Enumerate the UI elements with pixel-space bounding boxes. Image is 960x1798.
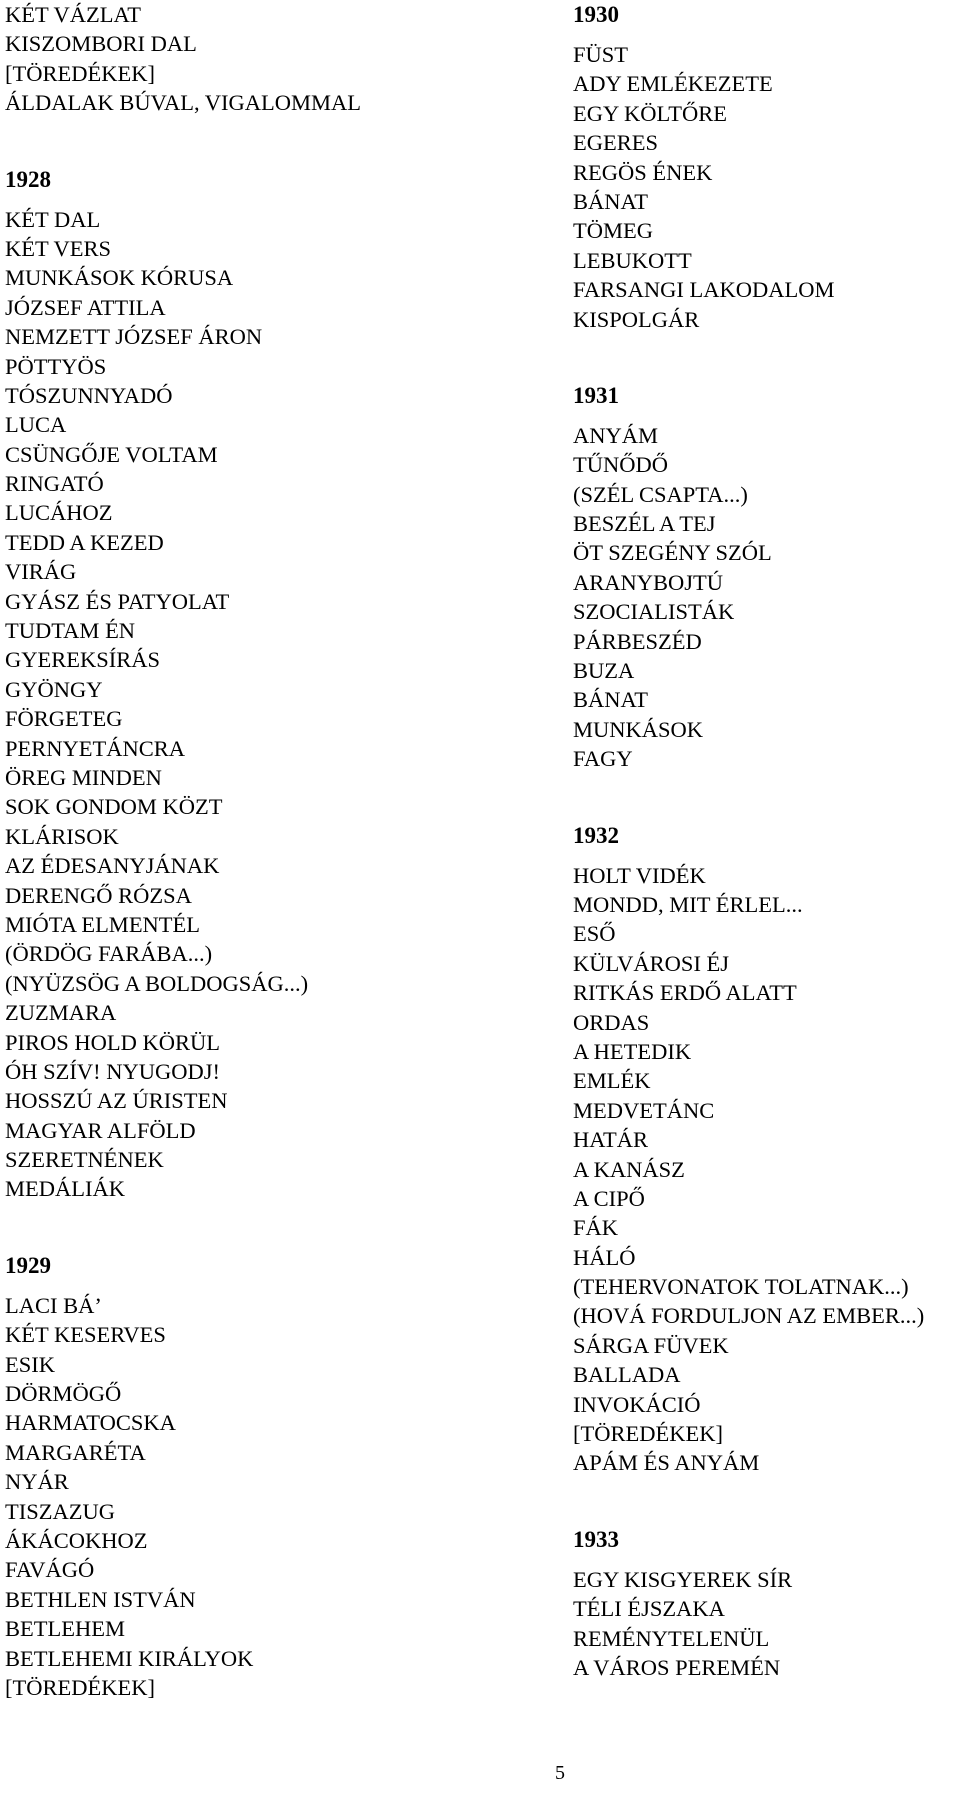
poem-title: GYEREKSÍRÁS: [5, 647, 161, 673]
poem-title: DERENGŐ RÓZSA: [5, 882, 192, 908]
poem-title: LUCA: [5, 412, 67, 438]
poem-title: FAGY: [573, 746, 633, 772]
poem-title: BÁNAT: [573, 188, 649, 214]
year-spacer: [5, 1281, 565, 1291]
poem-title: REGÖS ÉNEK: [573, 159, 713, 185]
poem-title: KISPOLGÁR: [573, 306, 700, 332]
poem-title: A HETEDIK: [573, 1038, 692, 1064]
poem-title: LEBUKOTT: [573, 247, 692, 273]
year-heading: 1930: [573, 2, 619, 27]
poem-title: ÁLDALAK BÚVAL, VIGALOMMAL: [5, 90, 362, 116]
poem-title: ARANYBOJTÚ: [573, 569, 724, 595]
poem-title: BÁNAT: [573, 687, 649, 713]
poem-title: REMÉNYTELENÜL: [573, 1625, 770, 1651]
poem-title: ADY EMLÉKEZETE: [573, 71, 773, 97]
poem-title: PIROS HOLD KÖRÜL: [5, 1029, 221, 1055]
poem-title: BUZA: [573, 658, 635, 684]
poem-title: SZERETNÉNEK: [5, 1147, 164, 1173]
year-heading: 1931: [573, 382, 619, 408]
section-gap: [573, 1478, 960, 1525]
poem-title: MARGARÉTA: [5, 1439, 146, 1465]
year-heading: 1932: [573, 822, 619, 848]
page-number: 5: [555, 1762, 565, 1784]
poem-title: MUNKÁSOK KÓRUSA: [5, 265, 234, 291]
section-gap: [573, 774, 960, 821]
poem-title: NEMZETT JÓZSEF ÁRON: [5, 324, 263, 350]
poem-title: FÖRGETEG: [5, 706, 123, 732]
poem-title: FAVÁGÓ: [5, 1557, 95, 1583]
poem-title: ÁKÁCOKHOZ: [5, 1527, 148, 1553]
poem-title: TISZAZUG: [5, 1498, 115, 1524]
poem-title: SOK GONDOM KÖZT: [5, 794, 223, 820]
year-heading: 1928: [5, 166, 51, 192]
poem-title: SÁRGA FÜVEK: [573, 1332, 729, 1358]
poem-title: LUCÁHOZ: [5, 500, 113, 526]
poem-title: TEDD A KEZED: [5, 529, 164, 555]
poem-title: BALLADA: [573, 1362, 681, 1388]
poem-title: KÉT DAL: [5, 206, 101, 232]
poem-title: HATÁR: [573, 1127, 649, 1153]
left-column: [5, 0, 565, 1702]
poem-title: (HOVÁ FORDULJON AZ EMBER...): [573, 1303, 925, 1329]
poem-title: TÖMEG: [573, 218, 653, 244]
poem-title: RINGATÓ: [5, 471, 104, 497]
poem-title: HÁLÓ: [573, 1244, 636, 1270]
poem-title: FÜST: [573, 42, 629, 67]
poem-title: LACI BÁ’: [5, 1292, 102, 1318]
section-gap: [5, 118, 565, 165]
poem-title: MIÓTA ELMENTÉL: [5, 911, 201, 937]
year-spacer: [573, 30, 960, 40]
poem-title: CSÜNGŐJE VOLTAM: [5, 441, 218, 467]
section-gap: [573, 334, 960, 381]
poem-title: (ÖRDÖG FARÁBA...): [5, 941, 213, 967]
poem-title: TÓSZUNNYADÓ: [5, 382, 173, 408]
poem-title: INVOKÁCIÓ: [573, 1391, 701, 1417]
poem-title: BETLEHEMI KIRÁLYOK: [5, 1645, 254, 1671]
poem-title: KÜLVÁROSI ÉJ: [573, 950, 730, 976]
poem-title: SZOCIALISTÁK: [573, 599, 735, 625]
year-heading: 1933: [573, 1526, 619, 1552]
poem-title: (NYÜZSÖG A BOLDOGSÁG...): [5, 970, 309, 996]
poem-title: KÉT VERS: [5, 235, 112, 261]
poem-title: HARMATOCSKA: [5, 1410, 176, 1436]
poem-title: A KANÁSZ: [573, 1156, 685, 1182]
poem-title: ÖREG MINDEN: [5, 764, 162, 790]
poem-title: ESŐ: [573, 921, 616, 947]
poem-title: MONDD, MIT ÉRLEL...: [573, 891, 803, 917]
poem-title: EGERES: [573, 130, 659, 156]
poem-title: MEDVETÁNC: [573, 1097, 715, 1123]
poem-title: ESIK: [5, 1351, 55, 1377]
poem-title: EGY KISGYEREK SÍR: [573, 1566, 793, 1592]
poem-title: FÁK: [573, 1215, 619, 1241]
poem-title: MUNKÁSOK: [573, 716, 704, 742]
poem-title: KISZOMBORI DAL: [5, 31, 197, 57]
poem-title: PÖTTYÖS: [5, 353, 107, 379]
poem-title: PÁRBESZÉD: [573, 628, 702, 654]
right-column: [573, 0, 960, 1682]
poem-title: MAGYAR ALFÖLD: [5, 1117, 196, 1143]
poem-title: RITKÁS ERDŐ ALATT: [573, 980, 797, 1006]
poem-title: [TÖREDÉKEK]: [573, 1421, 723, 1447]
year-spacer: [573, 411, 960, 421]
poem-title: GYÖNGY: [5, 676, 103, 702]
year-spacer: [5, 195, 565, 205]
poem-title: ZUZMARA: [5, 1000, 117, 1026]
poem-title: [TÖREDÉKEK]: [5, 60, 155, 86]
poem-title: (TEHERVONATOK TOLATNAK...): [573, 1274, 909, 1300]
poem-title: ÖT SZEGÉNY SZÓL: [573, 540, 772, 566]
poem-title: KÉT KESERVES: [5, 1322, 166, 1348]
poem-title: DÖRMÖGŐ: [5, 1381, 122, 1407]
poem-title: TŰNŐDŐ: [573, 452, 668, 478]
poem-title: NYÁR: [5, 1469, 69, 1495]
poem-title: APÁM ÉS ANYÁM: [573, 1450, 760, 1476]
year-spacer: [573, 851, 960, 861]
poem-title: [TÖREDÉKEK]: [5, 1674, 155, 1700]
poem-title: AZ ÉDESANYJÁNAK: [5, 853, 220, 879]
year-heading: 1929: [5, 1252, 51, 1278]
poem-title: HOSSZÚ AZ ÚRISTEN: [5, 1088, 228, 1114]
poem-title: KÉT VÁZLAT: [5, 2, 142, 27]
poem-title: TÉLI ÉJSZAKA: [573, 1596, 725, 1622]
poem-title: BETHLEN ISTVÁN: [5, 1586, 196, 1612]
poem-title: EMLÉK: [573, 1068, 651, 1094]
poem-title: ORDAS: [573, 1009, 650, 1035]
poem-title: ÓH SZÍV! NYUGODJ!: [5, 1058, 220, 1084]
poem-title: TUDTAM ÉN: [5, 618, 136, 644]
poem-title: MEDÁLIÁK: [5, 1176, 125, 1202]
poem-title: FARSANGI LAKODALOM: [573, 277, 835, 303]
poem-title: KLÁRISOK: [5, 823, 119, 849]
poem-title: ANYÁM: [573, 422, 659, 448]
poem-title: GYÁSZ ÉS PATYOLAT: [5, 588, 230, 614]
poem-title: A VÁROS PEREMÉN: [573, 1654, 781, 1680]
poem-title: HOLT VIDÉK: [573, 862, 706, 888]
section-gap: [5, 1204, 565, 1251]
poem-title: (SZÉL CSAPTA...): [573, 481, 748, 507]
poem-title: JÓZSEF ATTILA: [5, 294, 166, 320]
year-spacer: [573, 1555, 960, 1565]
poem-title: BESZÉL A TEJ: [573, 511, 716, 537]
poem-title: A CIPŐ: [573, 1185, 645, 1211]
poem-title: BETLEHEM: [5, 1616, 125, 1642]
poem-title: VIRÁG: [5, 559, 77, 585]
poem-title: PERNYETÁNCRA: [5, 735, 186, 761]
poem-title: EGY KÖLTŐRE: [573, 100, 727, 126]
